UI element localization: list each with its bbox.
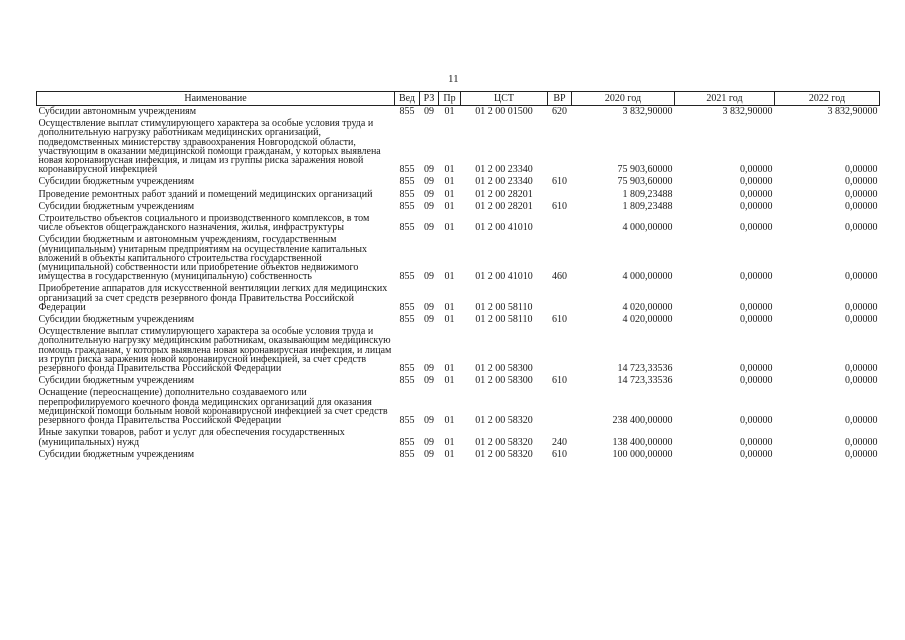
row-pr: 01 (444, 222, 455, 234)
budget-table (36, 91, 880, 461)
row-cst: 01 2 00 28201 (475, 188, 533, 200)
row-ved: 855 (399, 448, 415, 460)
row-ved: 855 (399, 164, 415, 176)
row-rz: 09 (424, 363, 434, 375)
row-name: Субсидии бюджетным учреждениям (38, 375, 195, 387)
row-rz: 09 (424, 106, 434, 117)
row-amount-2021: 0,00000 (740, 176, 773, 188)
row-cst: 01 2 00 41010 (475, 222, 533, 234)
row-amount-2022: 0,00000 (845, 188, 878, 200)
header-name: Наименование (37, 92, 395, 106)
row-pr: 01 (444, 301, 455, 313)
row-pr: 01 (444, 314, 455, 326)
row-pr: 01 (444, 176, 455, 188)
row-ved: 855 (399, 271, 415, 283)
header-2022: 2022 год (775, 92, 880, 106)
row-amount-2020: 75 903,60000 (617, 176, 673, 188)
row-amount-2021: 3 832,90000 (722, 106, 773, 117)
row-amount-2021: 0,00000 (740, 448, 773, 460)
row-name: Осуществление выплат стимулирующего характера за особые условия труда и дополнительную нагрузку медицинским работникам, оказывающим медицинскую помощь гражданам, у которых выявлена новая коронавирусная инфекция, и лицам из групп риска заражения новой коронавирусной инфекцией, за счет средств резервного фонда Правительства Российской Федерации (38, 326, 392, 375)
row-amount-2020: 238 400,00000 (612, 415, 673, 427)
row-pr: 01 (444, 106, 455, 117)
table-row (37, 283, 880, 314)
row-name: Иные закупки товаров, работ и услуг для обеспечения государственных (муниципальных) нужд (38, 427, 345, 448)
row-amount-2022: 0,00000 (845, 375, 878, 387)
row-amount-2021: 0,00000 (740, 271, 773, 283)
row-name: Субсидии бюджетным и автономным учреждениям, государственным (муниципальным) унитарным предприятиям на осуществление капитальных вложений в объекты капитального строительства государственной (муниципальной) собственности или приобретение объектов недвижимого имущества в государственную (муниципальную) собственность (38, 234, 368, 283)
row-pr: 01 (444, 448, 455, 460)
row-vr: 610 (552, 200, 567, 212)
row-cst: 01 2 00 58300 (475, 363, 533, 375)
row-cst: 01 2 00 23340 (475, 176, 533, 188)
row-name: Оснащение (переоснащение) дополнительно создаваемого или перепрофилируемого коечного фонда медицинских организаций для оказания медицинской помощи больным новой коронавирусной инфекцией за счет средств резервного фонда Правительства Российской Федерации (38, 387, 388, 427)
row-amount-2022: 0,00000 (845, 200, 878, 212)
row-amount-2021: 0,00000 (740, 188, 773, 200)
row-amount-2020: 138 400,00000 (612, 436, 673, 448)
row-amount-2020: 1 809,23488 (622, 200, 673, 212)
row-amount-2021: 0,00000 (740, 314, 773, 326)
table-row (37, 375, 880, 387)
row-amount-2020: 4 020,00000 (622, 314, 673, 326)
row-amount-2020: 75 903,60000 (617, 164, 673, 176)
header-2020: 2020 год (572, 92, 675, 106)
row-rz: 09 (424, 375, 434, 387)
row-amount-2022: 0,00000 (845, 415, 878, 427)
row-amount-2022: 0,00000 (845, 436, 878, 448)
row-pr: 01 (444, 415, 455, 427)
row-pr: 01 (444, 200, 455, 212)
row-vr: 610 (552, 314, 567, 326)
row-amount-2020: 4 000,00000 (622, 222, 673, 234)
row-amount-2021: 0,00000 (740, 200, 773, 212)
row-amount-2021: 0,00000 (740, 415, 773, 427)
page-number: 11 (448, 73, 459, 85)
row-amount-2022: 0,00000 (845, 176, 878, 188)
row-amount-2020: 1 809,23488 (622, 188, 673, 200)
header-pr: Пр (439, 92, 461, 106)
row-rz: 09 (424, 188, 434, 200)
row-pr: 01 (444, 363, 455, 375)
row-rz: 09 (424, 222, 434, 234)
row-amount-2021: 0,00000 (740, 363, 773, 375)
row-amount-2020: 3 832,90000 (622, 106, 673, 117)
row-rz: 09 (424, 164, 434, 176)
row-rz: 09 (424, 415, 434, 427)
row-vr: 460 (552, 271, 567, 283)
row-name: Осуществление выплат стимулирующего характера за особые условия труда и дополнительную нагрузку работникам медицинских организаций, подведомственных министерству здравоохранения Новгородской области, участвующим в оказании медицинской помощи гражданам, у которых выявлена новая коронавирусная инфекция, и лицам из группы риска заражения новой коронавирусной инфекцией (38, 118, 381, 176)
row-vr (548, 189, 572, 201)
row-pr: 01 (444, 188, 455, 200)
row-vr: 610 (552, 375, 567, 387)
row-ved: 855 (399, 314, 415, 326)
row-vr (548, 118, 572, 176)
table-row (37, 213, 880, 234)
row-ved: 855 (399, 188, 415, 200)
row-name: Субсидии бюджетным учреждениям (38, 200, 195, 212)
row-vr (548, 213, 572, 234)
row-ved: 855 (399, 301, 415, 313)
table-row (37, 234, 880, 283)
row-rz: 09 (424, 301, 434, 313)
table-row (37, 326, 880, 375)
row-vr (548, 387, 572, 427)
row-amount-2021: 0,00000 (740, 164, 773, 176)
row-amount-2020: 14 723,33536 (617, 375, 673, 387)
table-row (37, 427, 880, 448)
row-name: Проведение ремонтных работ зданий и помещений медицинских организаций (38, 188, 373, 200)
row-rz: 09 (424, 200, 434, 212)
table-row (37, 314, 880, 326)
row-amount-2020: 14 723,33536 (617, 363, 673, 375)
header-rz: РЗ (420, 92, 439, 106)
row-pr: 01 (444, 164, 455, 176)
row-cst: 01 2 00 58110 (475, 301, 533, 313)
table-row (37, 449, 880, 461)
row-cst: 01 2 00 58320 (475, 436, 533, 448)
row-rz: 09 (424, 176, 434, 188)
header-cst: ЦСТ (461, 92, 548, 106)
table-header-row (37, 92, 880, 106)
row-ved: 855 (399, 222, 415, 234)
row-ved: 855 (399, 176, 415, 188)
table-row (37, 189, 880, 201)
table-row (37, 387, 880, 427)
row-cst: 01 2 00 01500 (475, 106, 533, 117)
row-vr: 620 (552, 106, 567, 117)
row-cst: 01 2 00 58110 (475, 314, 533, 326)
row-amount-2021: 0,00000 (740, 436, 773, 448)
row-amount-2022: 0,00000 (845, 314, 878, 326)
row-vr: 610 (552, 176, 567, 188)
row-name: Субсидии бюджетным учреждениям (38, 314, 195, 326)
table-row (37, 106, 880, 119)
header-ved: Вед (395, 92, 420, 106)
row-amount-2020: 4 000,00000 (622, 271, 673, 283)
row-ved: 855 (399, 415, 415, 427)
row-ved: 855 (399, 436, 415, 448)
row-rz: 09 (424, 436, 434, 448)
row-amount-2022: 0,00000 (845, 301, 878, 313)
table-row (37, 176, 880, 188)
row-amount-2022: 0,00000 (845, 222, 878, 234)
row-name: Приобретение аппаратов для искусственной вентиляции легких для медицинских организаций за счет средств резервного фонда Правительства Российской Федерации (38, 283, 388, 313)
header-2021: 2021 год (675, 92, 775, 106)
row-vr (548, 326, 572, 375)
row-cst: 01 2 00 28201 (475, 200, 533, 212)
header-vr: ВР (548, 92, 572, 106)
row-pr: 01 (444, 271, 455, 283)
row-name: Субсидии бюджетным учреждениям (38, 176, 195, 188)
row-ved: 855 (399, 375, 415, 387)
row-amount-2021: 0,00000 (740, 301, 773, 313)
row-cst: 01 2 00 58300 (475, 375, 533, 387)
row-ved: 855 (399, 200, 415, 212)
row-ved: 855 (399, 363, 415, 375)
row-amount-2022: 3 832,90000 (827, 106, 878, 117)
row-name: Строительство объектов социального и производственного комплексов, в том числе объектов общегражданского назначения, жилья, инфраструктуры (38, 213, 370, 234)
row-amount-2021: 0,00000 (740, 375, 773, 387)
row-amount-2022: 0,00000 (845, 164, 878, 176)
row-cst: 01 2 00 58320 (475, 415, 533, 427)
row-amount-2020: 4 020,00000 (622, 301, 673, 313)
table-row (37, 118, 880, 176)
row-pr: 01 (444, 375, 455, 387)
row-vr (548, 283, 572, 314)
row-ved: 855 (399, 106, 415, 117)
row-amount-2021: 0,00000 (740, 222, 773, 234)
row-amount-2020: 100 000,00000 (612, 448, 673, 460)
table-row (37, 201, 880, 213)
row-cst: 01 2 00 23340 (475, 164, 533, 176)
row-pr: 01 (444, 436, 455, 448)
row-vr: 610 (552, 448, 567, 460)
row-name: Субсидии автономным учреждениям (38, 106, 197, 117)
row-cst: 01 2 00 41010 (475, 271, 533, 283)
row-amount-2022: 0,00000 (845, 363, 878, 375)
row-vr: 240 (552, 436, 567, 448)
row-rz: 09 (424, 271, 434, 283)
row-rz: 09 (424, 448, 434, 460)
row-amount-2022: 0,00000 (845, 271, 878, 283)
row-cst: 01 2 00 58320 (475, 448, 533, 460)
row-rz: 09 (424, 314, 434, 326)
row-amount-2022: 0,00000 (845, 448, 878, 460)
row-name: Субсидии бюджетным учреждениям (38, 448, 195, 460)
